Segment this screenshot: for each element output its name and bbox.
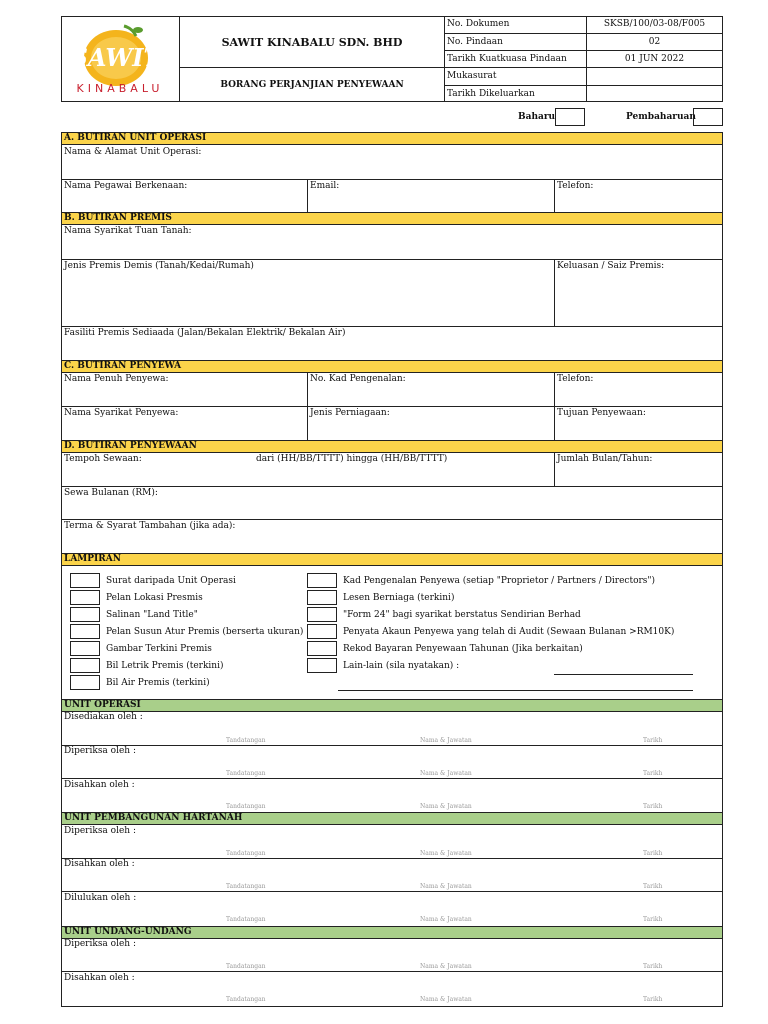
keluasan-label: Keluasan / Saiz Premis: — [557, 261, 665, 271]
nama-alamat-unit-label: Nama & Alamat Unit Operasi: — [64, 147, 202, 157]
sig-row-label: Disahkan oleh : — [64, 973, 135, 983]
header-label-kuatkuasa: Tarikh Kuatkuasa Pindaan — [447, 54, 567, 64]
section-d-title: D. BUTIRAN PENYEWAAN — [62, 440, 722, 453]
sig-row-label: Diperiksa oleh : — [64, 826, 136, 836]
sig-tarikh: Tarikh — [643, 996, 663, 1003]
sig-row-label: Disediakan oleh : — [64, 712, 143, 722]
sig-tandatangan: Tandatangan — [226, 996, 266, 1003]
lampiran-right-item: Lesen Berniaga (terkini) — [343, 593, 455, 603]
nama-penuh-label: Nama Penuh Penyewa: — [64, 374, 169, 384]
unit-undang-title: UNIT UNDANG-UNDANG — [62, 926, 722, 939]
sig-nama-jawatan: Nama & Jawatan — [420, 737, 472, 744]
sig-row-label: Disahkan oleh : — [64, 780, 135, 790]
sig-tarikh: Tarikh — [643, 737, 663, 744]
lampiran-left-checkbox[interactable] — [70, 607, 100, 622]
lampiran-right-checkbox[interactable] — [307, 658, 337, 673]
sig-tarikh: Tarikh — [643, 803, 663, 810]
sig-nama-jawatan: Nama & Jawatan — [420, 883, 472, 890]
sig-tarikh: Tarikh — [643, 850, 663, 857]
lampiran-right-checkbox[interactable] — [307, 590, 337, 605]
sig-nama-jawatan: Nama & Jawatan — [420, 963, 472, 970]
email-label: Email: — [310, 181, 340, 191]
sig-nama-jawatan: Nama & Jawatan — [420, 996, 472, 1003]
lampiran-right-item: Rekod Bayaran Penyewaan Tahunan (Jika berkaitan) — [343, 644, 583, 654]
jenis-perniagaan-label: Jenis Perniagaan: — [310, 408, 390, 418]
pembaharuan-label: Pembaharuan — [626, 112, 696, 122]
lampiran-left-checkbox[interactable] — [70, 624, 100, 639]
sig-tandatangan: Tandatangan — [226, 850, 266, 857]
baharu-label: Baharu — [518, 112, 556, 122]
sewa-bulanan-label: Sewa Bulanan (RM): — [64, 488, 158, 498]
sig-row-label: Dilulukan oleh : — [64, 893, 137, 903]
lampiran-left-item: Bil Letrik Premis (terkini) — [106, 661, 224, 671]
sig-nama-jawatan: Nama & Jawatan — [420, 850, 472, 857]
sig-tandatangan: Tandatangan — [226, 737, 266, 744]
sig-tandatangan: Tandatangan — [226, 963, 266, 970]
baharu-checkbox[interactable] — [555, 108, 585, 126]
section-a-title: A. BUTIRAN UNIT OPERASI — [62, 132, 722, 145]
lampiran-left-item: Surat daripada Unit Operasi — [106, 576, 236, 586]
fasiliti-label: Fasiliti Premis Sediaada (Jalan/Bekalan Elektrik/ Bekalan Air) — [64, 328, 346, 338]
logo-word: SAWIT — [70, 43, 162, 72]
sig-tarikh: Tarikh — [643, 963, 663, 970]
lampiran-left-checkbox[interactable] — [70, 675, 100, 690]
pembaharuan-checkbox[interactable] — [693, 108, 723, 126]
sig-row-label: Diperiksa oleh : — [64, 746, 136, 756]
sig-nama-jawatan: Nama & Jawatan — [420, 916, 472, 923]
syarikat-penyewa-label: Nama Syarikat Penyewa: — [64, 408, 179, 418]
header-label-dokumen: No. Dokumen — [447, 19, 510, 29]
section-b-title: B. BUTIRAN PREMIS — [62, 212, 722, 225]
lain-lain-line-2[interactable] — [338, 690, 693, 691]
lampiran-right-checkbox[interactable] — [307, 624, 337, 639]
lampiran-right-checkbox[interactable] — [307, 573, 337, 588]
nama-pegawai-label: Nama Pegawai Berkenaan: — [64, 181, 188, 191]
lampiran-left-checkbox[interactable] — [70, 641, 100, 656]
company-logo — [66, 20, 174, 98]
lampiran-left-checkbox[interactable] — [70, 658, 100, 673]
header-label-dikeluarkan: Tarikh Dikeluarkan — [447, 89, 535, 99]
telefon-c-label: Telefon: — [557, 374, 594, 384]
sig-tandatangan: Tandatangan — [226, 883, 266, 890]
lampiran-right-item: "Form 24" bagi syarikat berstatus Sendirian Berhad — [343, 610, 581, 620]
sig-tandatangan: Tandatangan — [226, 803, 266, 810]
terma-syarat-label: Terma & Syarat Tambahan (jika ada): — [64, 521, 236, 531]
tujuan-penyewaan-label: Tujuan Penyewaan: — [557, 408, 646, 418]
tempoh-sewaan-label: Tempoh Sewaan: — [64, 454, 142, 464]
lampiran-left-checkbox[interactable] — [70, 573, 100, 588]
sig-tarikh: Tarikh — [643, 916, 663, 923]
lampiran-left-item: Gambar Terkini Premis — [106, 644, 212, 654]
logo-graphic — [66, 20, 174, 98]
jenis-premis-label: Jenis Premis Demis (Tanah/Kedai/Rumah) — [64, 261, 254, 271]
unit-operasi-title: UNIT OPERASI — [62, 699, 722, 712]
unit-pembangunan-title: UNIT PEMBANGUNAN HARTANAH — [62, 812, 722, 825]
section-c-title: C. BUTIRAN PENYEWA — [62, 360, 722, 373]
header-value-pindaan: 02 — [648, 37, 661, 47]
header-value-kuatkuasa: 01 JUN 2022 — [624, 54, 685, 64]
sig-nama-jawatan: Nama & Jawatan — [420, 803, 472, 810]
lampiran-right-item: Kad Pengenalan Penyewa (setiap "Proprietor / Partners / Directors") — [343, 576, 656, 586]
telefon-a-label: Telefon: — [557, 181, 594, 191]
lampiran-right-checkbox[interactable] — [307, 641, 337, 656]
company-name: SAWIT KINABALU SDN. BHD — [221, 36, 403, 49]
sig-row-label: Diperiksa oleh : — [64, 939, 136, 949]
sig-tarikh: Tarikh — [643, 770, 663, 777]
lampiran-right-checkbox[interactable] — [307, 607, 337, 622]
sig-nama-jawatan: Nama & Jawatan — [420, 770, 472, 777]
sig-row-label: Disahkan oleh : — [64, 859, 135, 869]
lain-lain-line[interactable] — [554, 674, 693, 675]
lampiran-title: LAMPIRAN — [62, 553, 722, 566]
jumlah-bulan-label: Jumlah Bulan/Tahun: — [557, 454, 653, 464]
lampiran-left-item: Bil Air Premis (terkini) — [106, 678, 210, 688]
lampiran-left-item: Pelan Susun Atur Premis (berserta ukuran) — [106, 627, 304, 637]
lampiran-left-item: Pelan Lokasi Presmis — [106, 593, 203, 603]
form-title: BORANG PERJANJIAN PENYEWAAN — [220, 80, 404, 90]
lampiran-right-item: Lain-lain (sila nyatakan) : — [343, 661, 460, 671]
header-value-dokumen: SKSB/100/03-08/F005 — [603, 19, 706, 29]
sig-tarikh: Tarikh — [643, 883, 663, 890]
lampiran-left-item: Salinan "Land Title" — [106, 610, 198, 620]
header-label-mukasurat: Mukasurat — [447, 71, 497, 81]
tuan-tanah-label: Nama Syarikat Tuan Tanah: — [64, 226, 192, 236]
nama-alamat-unit-field[interactable] — [62, 158, 722, 178]
header-label-pindaan: No. Pindaan — [447, 37, 503, 47]
logo-sub: KINABALU — [76, 82, 164, 95]
lampiran-right-item: Penyata Akaun Penyewa yang telah di Audit (Sewaan Bulanan >RM10K) — [343, 627, 675, 637]
sig-tandatangan: Tandatangan — [226, 916, 266, 923]
dari-hingga-label: dari (HH/BB/TTTT) hingga (HH/BB/TTTT) — [256, 454, 448, 464]
kad-pengenalan-label: No. Kad Pengenalan: — [310, 374, 406, 384]
sig-tandatangan: Tandatangan — [226, 770, 266, 777]
lampiran-left-checkbox[interactable] — [70, 590, 100, 605]
